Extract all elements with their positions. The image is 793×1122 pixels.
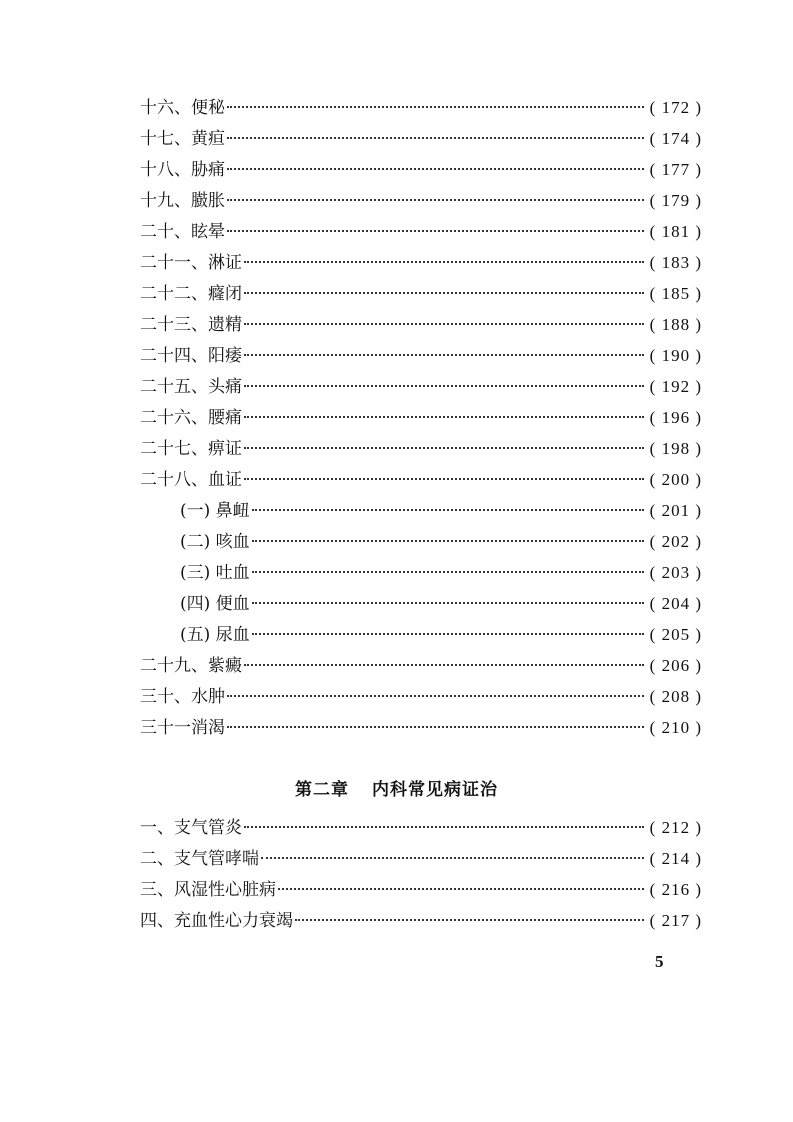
- toc-entry-title: 十九、臌胀: [140, 191, 225, 211]
- toc-entry: [140, 905, 702, 936]
- toc-entry-title: 十六、便秘: [140, 98, 225, 118]
- dot-leader: [252, 602, 644, 604]
- page-value: 177: [661, 160, 691, 179]
- toc-entry: [140, 712, 702, 743]
- dot-leader: [227, 726, 644, 728]
- dot-leader: [244, 323, 644, 325]
- toc-entry: [140, 92, 702, 123]
- toc-entry-page: ( 214 ): [649, 849, 702, 868]
- page-value: 196: [661, 408, 691, 427]
- toc-entry-title: 三十一消渴: [140, 718, 225, 738]
- dot-leader: [252, 509, 644, 511]
- toc-entry: [140, 681, 702, 712]
- dot-leader: [244, 478, 644, 480]
- toc-entry-page: ( 174 ): [649, 129, 702, 148]
- toc-entry: [140, 812, 702, 843]
- toc-entry-title: 四、充血性心力衰竭: [140, 911, 293, 931]
- toc-entry: [140, 154, 702, 185]
- page-value: 217: [661, 911, 691, 930]
- page-value: 174: [661, 129, 691, 148]
- toc-entry-title: 二十八、血证: [140, 470, 242, 490]
- page-value: 190: [661, 346, 691, 365]
- toc-entry-page: ( 179 ): [649, 191, 702, 210]
- toc-entry-title: 二十三、遗精: [140, 315, 242, 335]
- toc-entry: [140, 340, 702, 371]
- toc-entry-page: ( 203 ): [649, 563, 702, 582]
- page-value: 198: [661, 439, 691, 458]
- toc-entry-page: ( 192 ): [649, 377, 702, 396]
- page-number: 5: [655, 952, 664, 971]
- toc-entry-title: 二十六、腰痛: [140, 408, 242, 428]
- dot-leader: [244, 261, 644, 263]
- dot-leader: [295, 919, 644, 921]
- page-value: 192: [661, 377, 691, 396]
- toc-entry-page: ( 196 ): [649, 408, 702, 427]
- page-value: 179: [661, 191, 691, 210]
- page-value: 212: [661, 818, 691, 837]
- dot-leader: [244, 354, 644, 356]
- toc-entry-page: ( 217 ): [649, 911, 702, 930]
- toc-entry-title: 二十一、淋证: [140, 253, 242, 273]
- toc-entry-page: ( 190 ): [649, 346, 702, 365]
- dot-leader: [244, 385, 644, 387]
- dot-leader: [261, 857, 644, 859]
- toc-entry: [140, 650, 702, 681]
- toc-entry-title: 二十、眩晕: [140, 222, 225, 242]
- toc-entry: [140, 123, 702, 154]
- page-value: 205: [661, 625, 691, 644]
- toc-entry-title: (四) 便血: [180, 594, 250, 614]
- toc-entry-page: ( 206 ): [649, 656, 702, 675]
- toc-entry-title: 一、支气管炎: [140, 818, 242, 838]
- toc-entry-title: 二十九、紫癜: [140, 656, 242, 676]
- dot-leader: [227, 695, 644, 697]
- toc-entry: [140, 464, 702, 495]
- toc-entry-page: ( 181 ): [649, 222, 702, 241]
- toc-entry-page: ( 188 ): [649, 315, 702, 334]
- toc-entry-title: 三十、水肿: [140, 687, 225, 707]
- toc-entry-title: 二十二、癃闭: [140, 284, 242, 304]
- toc-entry-title: 十七、黄疸: [140, 129, 225, 149]
- toc-entry-title: 三、风湿性心脏病: [140, 880, 276, 900]
- toc-entry-title: 二十七、痹证: [140, 439, 242, 459]
- page-value: 181: [661, 222, 691, 241]
- toc-entry: [140, 557, 702, 588]
- toc-entry-page: ( 200 ): [649, 470, 702, 489]
- page-value: 204: [661, 594, 691, 613]
- page-value: 208: [661, 687, 691, 706]
- dot-leader: [252, 571, 644, 573]
- page-value: 172: [661, 98, 691, 117]
- toc-entry-page: ( 202 ): [649, 532, 702, 551]
- toc-entry-page: ( 198 ): [649, 439, 702, 458]
- toc-entry-title: (三) 吐血: [180, 563, 250, 583]
- dot-leader: [244, 292, 644, 294]
- page-value: 200: [661, 470, 691, 489]
- toc-entry-page: ( 204 ): [649, 594, 702, 613]
- toc-entry: [140, 309, 702, 340]
- toc-entry-page: ( 205 ): [649, 625, 702, 644]
- toc-entry-page: ( 172 ): [649, 98, 702, 117]
- dot-leader: [244, 664, 644, 666]
- dot-leader: [244, 416, 644, 418]
- toc-section-1: [140, 92, 702, 743]
- dot-leader: [227, 137, 644, 139]
- toc-entry: [140, 495, 702, 526]
- toc-entry-title: 二十五、头痛: [140, 377, 242, 397]
- toc-entry-page: ( 208 ): [649, 687, 702, 706]
- page-value: 183: [661, 253, 691, 272]
- toc-entry-title: (二) 咳血: [180, 532, 250, 552]
- toc-entry-title: 十八、胁痛: [140, 160, 225, 180]
- toc-entry-page: ( 177 ): [649, 160, 702, 179]
- toc-entry: [140, 619, 702, 650]
- toc-entry: [140, 185, 702, 216]
- toc-entry-title: (五) 尿血: [180, 625, 250, 645]
- toc-entry-page: ( 183 ): [649, 253, 702, 272]
- toc-entry: [140, 843, 702, 874]
- page-value: 210: [661, 718, 691, 737]
- page-value: 201: [661, 501, 691, 520]
- dot-leader: [227, 168, 644, 170]
- toc-entry: [140, 216, 702, 247]
- toc-entry-title: (一) 鼻衄: [180, 501, 250, 521]
- page-value: 188: [661, 315, 691, 334]
- toc-entry-page: ( 216 ): [649, 880, 702, 899]
- page-value: 206: [661, 656, 691, 675]
- page-value: 214: [661, 849, 691, 868]
- dot-leader: [252, 540, 644, 542]
- dot-leader: [244, 826, 644, 828]
- dot-leader: [252, 633, 644, 635]
- toc-entry-title: 二十四、阳痿: [140, 346, 242, 366]
- dot-leader: [227, 199, 644, 201]
- toc-entry: [140, 874, 702, 905]
- toc-entry-page: ( 201 ): [649, 501, 702, 520]
- toc-section-2: [140, 812, 702, 936]
- page-value: 185: [661, 284, 691, 303]
- toc-entry: [140, 247, 702, 278]
- chapter-heading: 第二章 内科常见病证治: [295, 780, 498, 800]
- toc-entry-title: 二、支气管哮喘: [140, 849, 259, 869]
- toc-entry: [140, 433, 702, 464]
- toc-entry-page: ( 185 ): [649, 284, 702, 303]
- toc-entry: [140, 526, 702, 557]
- toc-entry: [140, 278, 702, 309]
- toc-entry-page: ( 212 ): [649, 818, 702, 837]
- dot-leader: [227, 230, 644, 232]
- dot-leader: [278, 888, 644, 890]
- page-value: 203: [661, 563, 691, 582]
- dot-leader: [244, 447, 644, 449]
- toc-entry-page: ( 210 ): [649, 718, 702, 737]
- toc-entry: [140, 588, 702, 619]
- toc-entry: [140, 371, 702, 402]
- dot-leader: [227, 106, 644, 108]
- toc-entry: [140, 402, 702, 433]
- page-value: 202: [661, 532, 691, 551]
- page-value: 216: [661, 880, 691, 899]
